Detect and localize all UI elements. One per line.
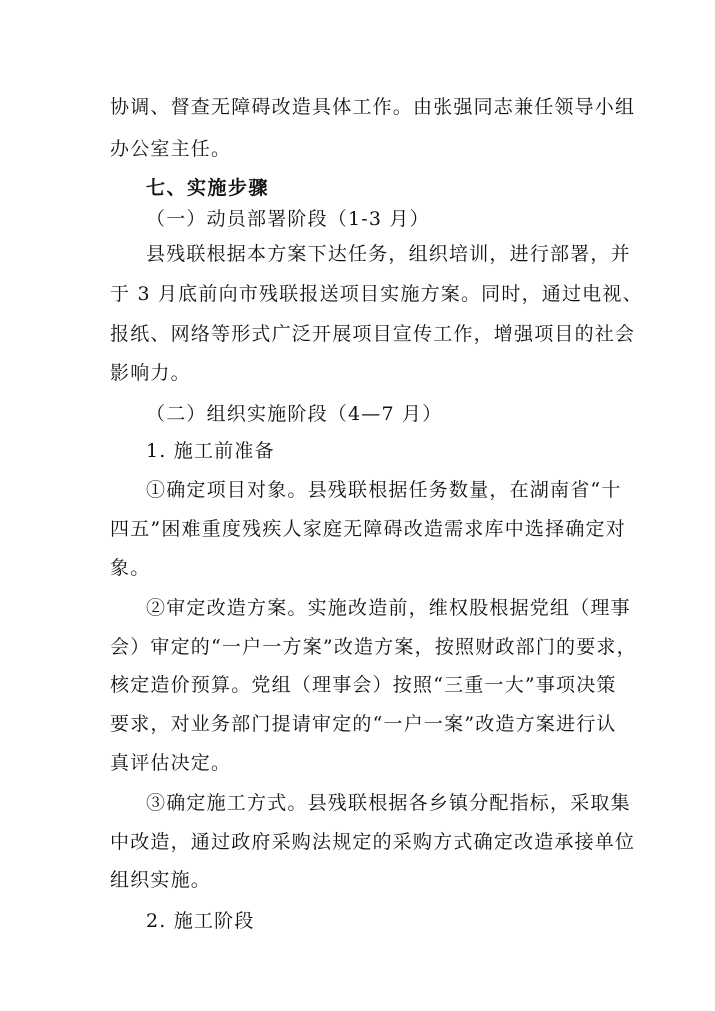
text-line: 象。 (110, 557, 151, 579)
text-line: 于 3 月底前向市残联报送项目实施方案。同时，通过电视、 (110, 283, 643, 305)
text-line: 中改造，通过政府采购法规定的采购方式确定改造承接单位 (110, 831, 636, 853)
subsection-heading: （二）组织实施阶段（4—7 月） (146, 403, 443, 425)
text-line: 核定造价预算。党组（理事会）按照“三重一大”事项决策 (110, 674, 617, 696)
text-line: ②审定改造方案。实施改造前，维权股根据党组（理事 (146, 597, 631, 619)
text-line: 要求，对业务部门提请审定的“一户一案”改造方案进行认 (110, 713, 617, 735)
item-heading: 2. 施工阶段 (146, 910, 255, 932)
text-line: 办公室主任。 (110, 138, 232, 160)
text-line: 报纸、网络等形式广泛开展项目宣传工作，增强项目的社会 (110, 323, 636, 345)
text-line: 四五”困难重度残疾人家庭无障碍改造需求库中选择确定对 (110, 518, 626, 540)
text-line: 影响力。 (110, 362, 191, 384)
text-line: 真评估决定。 (110, 752, 232, 774)
subsection-heading: （一）动员部署阶段（1-3 月） (146, 208, 430, 230)
text-line: 会）审定的“一户一方案”改造方案，按照财政部门的要求， (110, 636, 637, 658)
text-line: 组织实施。 (110, 869, 212, 891)
text-line: ③确定施工方式。县残联根据各乡镇分配指标，采取集 (146, 792, 631, 814)
text-line: 县残联根据本方案下达任务，组织培训，进行部署，并 (146, 243, 631, 265)
text-line: ①确定项目对象。县残联根据任务数量，在湖南省“十 (146, 479, 622, 501)
section-heading: 七、实施步骤 (146, 177, 270, 199)
item-heading: 1. 施工前准备 (146, 440, 275, 462)
text-line: 协调、督查无障碍改造具体工作。由张强同志兼任领导小组 (110, 96, 636, 118)
